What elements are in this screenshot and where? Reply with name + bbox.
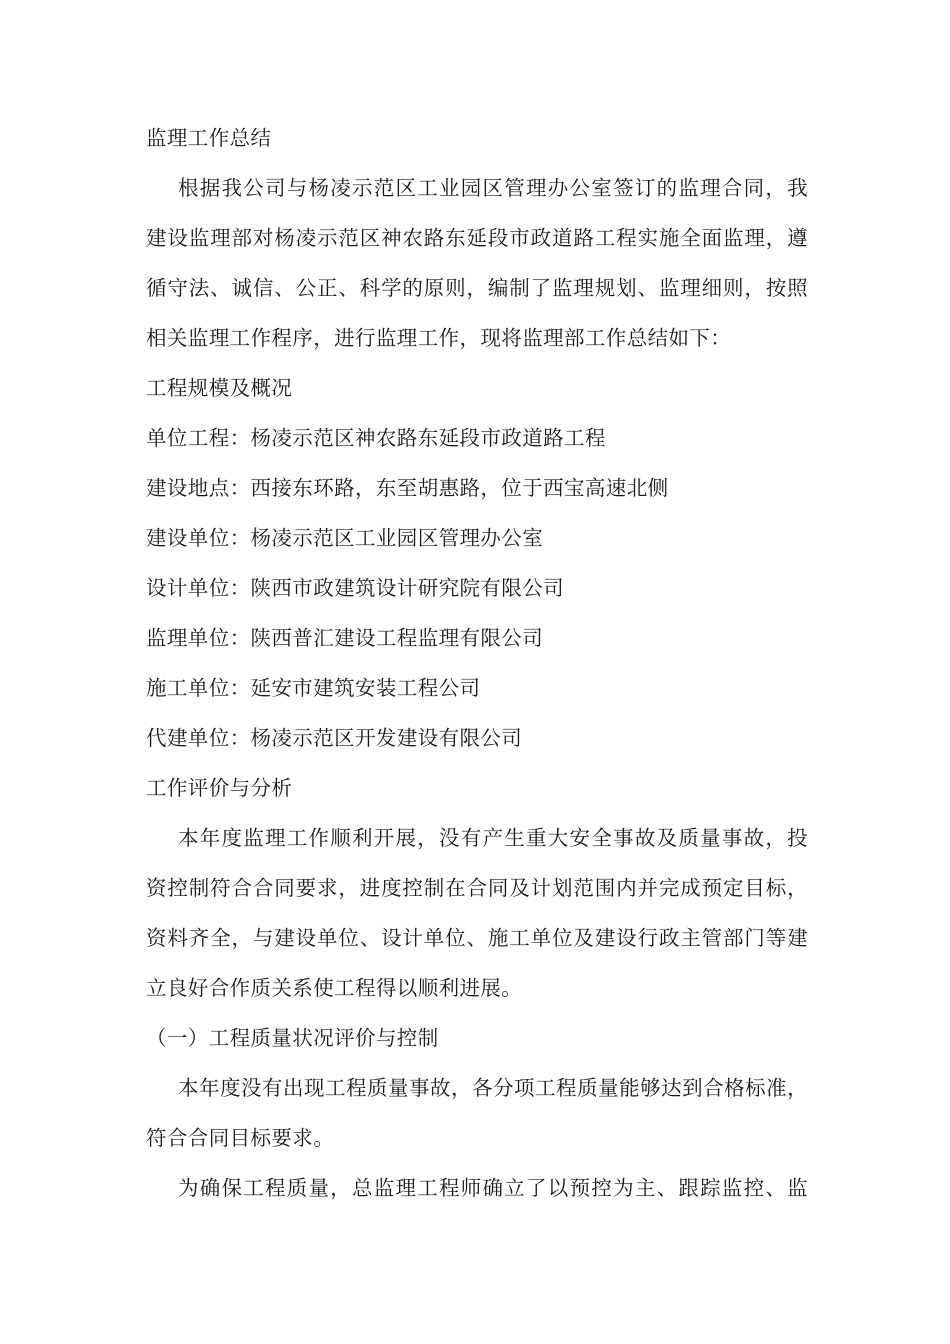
paragraph-line: 本年度监理工作顺利开展，没有产生重大安全事故及质量事故，投: [178, 826, 808, 850]
info-value: 杨凌示范区工业园区管理办公室: [250, 526, 544, 550]
info-label: 建设单位：: [146, 526, 251, 550]
info-row-supervisor: [146, 613, 808, 663]
paragraph-line: 根据我公司与杨凌示范区工业园区管理办公室签订的监理合同，我: [178, 176, 808, 200]
evaluation-paragraph: [146, 813, 808, 1013]
section-heading-overview: 工程规模及概况: [146, 376, 293, 400]
info-label: 建设地点：: [146, 476, 251, 500]
info-row-contractor: [146, 663, 808, 713]
info-row-location: [146, 463, 808, 513]
info-label: 监理单位：: [146, 626, 251, 650]
info-value: 杨凌示范区神农路东延段市政道路工程: [250, 426, 606, 450]
intro-paragraph: [146, 163, 808, 363]
paragraph-line: 立良好合作质关系使工程得以顺利进展。: [146, 976, 523, 1000]
info-row-designer: [146, 563, 808, 613]
document-title: 监理工作总结: [146, 126, 272, 150]
paragraph-line: 资控制符合合同要求，进度控制在合同及计划范围内并完成预定目标，: [146, 876, 808, 900]
info-value: 陕西普汇建设工程监理有限公司: [250, 626, 544, 650]
info-row-unit-project: [146, 413, 808, 463]
paragraph-line: 符合合同目标要求。: [146, 1126, 335, 1150]
info-row-owner: [146, 513, 808, 563]
document-body: [146, 113, 808, 1213]
subsection-heading-quality: （一）工程质量状况评价与控制: [146, 1026, 439, 1050]
quality-paragraph-1: [146, 1063, 808, 1163]
paragraph-line: 本年度没有出现工程质量事故，各分项工程质量能够达到合格标准，: [178, 1076, 808, 1100]
info-label: 施工单位：: [146, 676, 251, 700]
info-value: 延安市建筑安装工程公司: [250, 676, 481, 700]
info-row-agent-builder: [146, 713, 808, 763]
paragraph-line: 相关监理工作程序，进行监理工作，现将监理部工作总结如下：: [146, 326, 732, 350]
project-info-list: [146, 413, 808, 763]
paragraph-line: 循守法、诚信、公正、科学的原则，编制了监理规划、监理细则，按照: [146, 276, 808, 300]
paragraph-line: 为确保工程质量，总监理工程师确立了以预控为主、跟踪监控、监: [178, 1176, 808, 1200]
info-value: 西接东环路，东至胡惠路，位于西宝高速北侧: [250, 476, 669, 500]
section-heading-evaluation: 工作评价与分析: [146, 776, 293, 800]
paragraph-line: 资料齐全，与建设单位、设计单位、施工单位及建设行政主管部门等建: [146, 926, 808, 950]
info-value: 杨凌示范区开发建设有限公司: [250, 726, 523, 750]
info-value: 陕西市政建筑设计研究院有限公司: [250, 576, 564, 600]
info-label: 代建单位：: [146, 726, 251, 750]
info-label: 单位工程：: [146, 426, 251, 450]
quality-paragraph-2: [146, 1163, 808, 1213]
info-label: 设计单位：: [146, 576, 251, 600]
paragraph-line: 建设监理部对杨凌示范区神农路东延段市政道路工程实施全面监理，遵: [146, 226, 808, 250]
